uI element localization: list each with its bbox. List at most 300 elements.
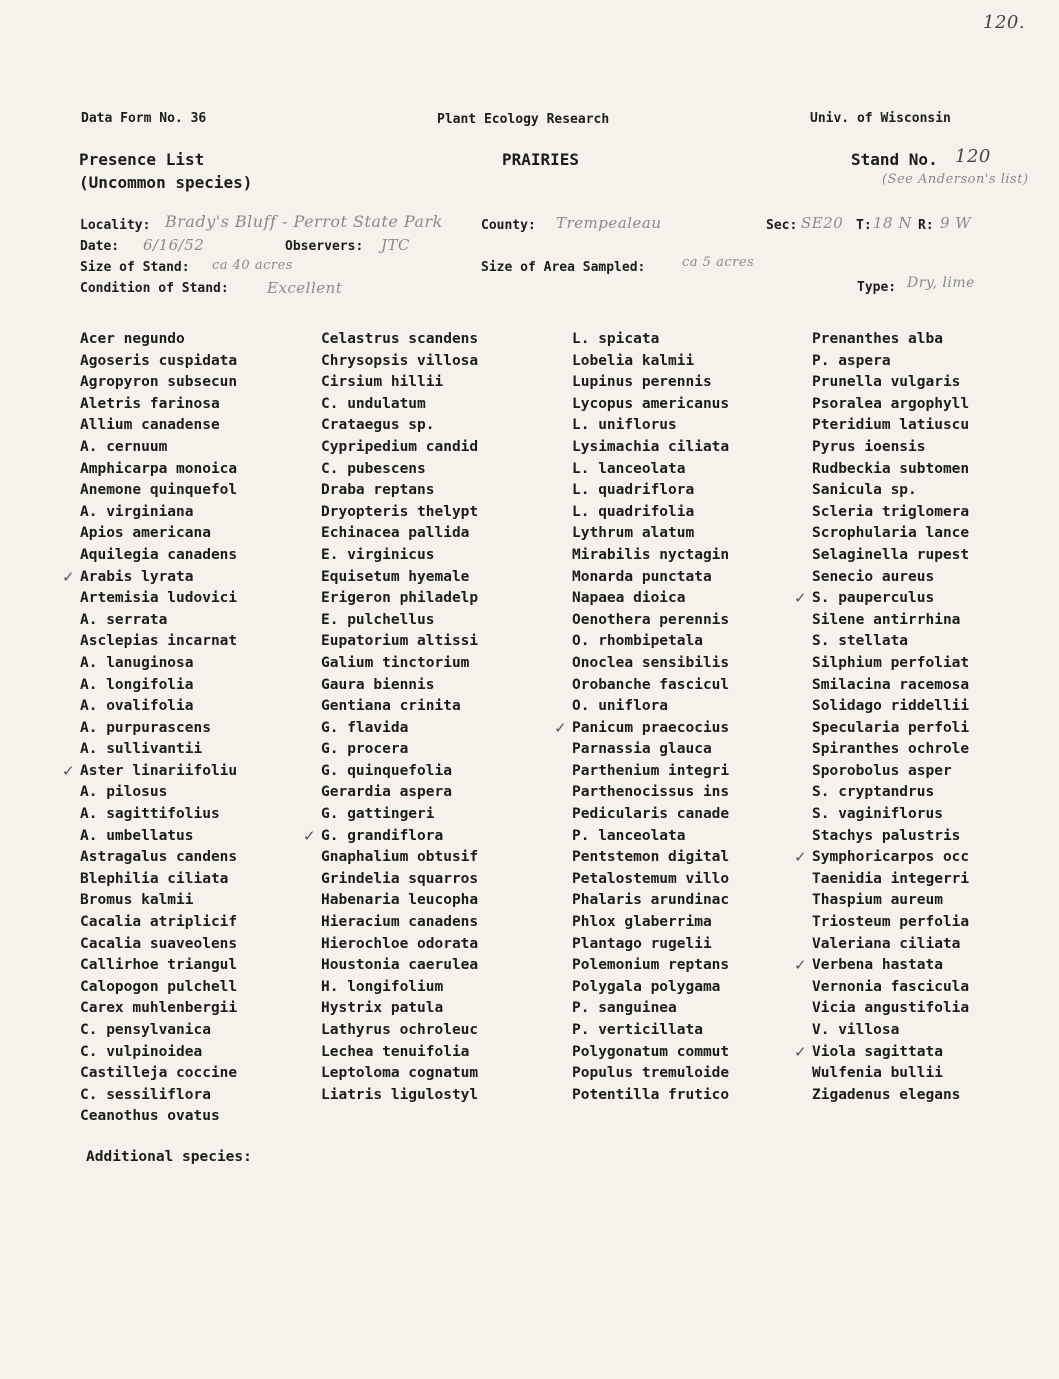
species-item	[321, 675, 478, 697]
species-name: Taenidia integerri	[812, 870, 970, 887]
species-item	[572, 653, 729, 675]
species-item	[321, 415, 478, 437]
r-label: R:	[918, 218, 934, 233]
species-name: G. procera	[321, 741, 409, 758]
species-name: Aquilegia canadens	[80, 546, 238, 563]
species-name: Phalaris arundinac	[572, 892, 730, 909]
species-item	[572, 1085, 729, 1107]
species-item	[812, 351, 969, 373]
species-item	[80, 459, 237, 481]
species-item	[572, 372, 729, 394]
species-name: P. lanceolata	[572, 827, 686, 844]
species-name: S. stellata	[812, 633, 909, 650]
species-item	[572, 998, 729, 1020]
stand-note: (See Anderson's list)	[882, 172, 1029, 187]
species-item	[812, 977, 969, 999]
species-item	[572, 588, 729, 610]
species-name: Cacalia suaveolens	[80, 935, 238, 952]
species-item	[80, 1063, 237, 1085]
species-item	[321, 1020, 478, 1042]
species-item	[794, 847, 970, 869]
species-item	[80, 696, 237, 718]
species-item	[572, 567, 729, 589]
species-item	[812, 480, 969, 502]
species-item	[812, 545, 969, 567]
checkmark-icon: ✓	[303, 826, 316, 845]
species-item	[572, 545, 729, 567]
species-item	[62, 761, 238, 783]
species-name: A. umbellatus	[80, 827, 194, 844]
species-name: Gerardia aspera	[321, 784, 452, 801]
species-name: H. longifolium	[321, 978, 444, 995]
species-name: Grindelia squarros	[321, 870, 479, 887]
species-name: Cypripedium candid	[321, 438, 479, 455]
type-label: Type:	[857, 280, 897, 295]
species-item	[321, 955, 478, 977]
species-item	[794, 955, 969, 977]
species-name: Orobanche fascicul	[572, 676, 730, 693]
county-label: County:	[481, 218, 536, 233]
species-item	[572, 1020, 729, 1042]
species-item	[572, 912, 729, 934]
species-name: P. verticillata	[572, 1022, 703, 1038]
species-item	[80, 1020, 237, 1042]
species-item	[572, 437, 729, 459]
species-name: Draba reptans	[321, 482, 435, 499]
university: Univ. of Wisconsin	[810, 111, 951, 126]
species-name: V. villosa	[812, 1022, 900, 1038]
species-item	[812, 631, 969, 653]
species-item	[80, 351, 237, 373]
species-name: C. vulpinoidea	[80, 1043, 203, 1060]
species-item	[812, 782, 969, 804]
species-item	[812, 1085, 969, 1107]
species-name: Gentiana crinita	[321, 698, 461, 715]
species-name: C. sessiliflora	[80, 1086, 211, 1103]
species-name: Polemonium reptans	[572, 957, 730, 974]
species-item	[572, 1042, 729, 1064]
species-name: Smilacina racemosa	[812, 676, 970, 693]
species-item	[572, 696, 729, 718]
category-title: PRAIRIES	[502, 150, 580, 169]
species-name: Sporobolus asper	[812, 762, 952, 779]
species-name: Wulfenia bullii	[812, 1065, 943, 1082]
species-name: Parthenium integri	[572, 762, 730, 779]
species-item	[321, 394, 478, 416]
species-name: Verbena hastata	[812, 957, 943, 974]
species-item	[572, 804, 729, 826]
type-value: Dry, lime	[907, 275, 975, 291]
species-item	[321, 739, 478, 761]
species-item	[321, 459, 478, 481]
species-item	[812, 394, 969, 416]
species-name: Carex muhlenbergii	[80, 1000, 238, 1017]
condition-value: Excellent	[267, 279, 343, 297]
species-name: Prenanthes alba	[812, 331, 943, 347]
species-column-2	[303, 329, 479, 1106]
species-name: Panicum praecocius	[572, 719, 730, 736]
species-name: G. gattingeri	[321, 806, 435, 823]
species-name: Celastrus scandens	[321, 331, 479, 347]
species-item	[812, 610, 969, 632]
species-name: Crataegus sp.	[321, 417, 435, 434]
species-item	[572, 502, 729, 524]
species-name: Oenothera perennis	[572, 611, 730, 628]
species-item	[80, 739, 237, 761]
species-item	[80, 631, 237, 653]
species-name: E. pulchellus	[321, 611, 435, 628]
species-name: Lathyrus ochroleuc	[321, 1022, 479, 1038]
species-name: Phlox glaberrima	[572, 914, 712, 931]
species-name: A. virginiana	[80, 503, 194, 520]
species-name: Plantago rugelii	[572, 935, 712, 952]
stand-label: Stand No.	[851, 150, 938, 169]
species-item	[794, 588, 969, 610]
species-item	[80, 1042, 237, 1064]
species-item	[321, 1085, 478, 1107]
checkmark-icon: ✓	[794, 848, 807, 867]
page-number: 120.	[983, 12, 1026, 33]
species-name: A. pilosus	[80, 784, 168, 801]
species-name: Parnassia glauca	[572, 741, 712, 758]
species-name: Erigeron philadelp	[321, 590, 479, 607]
species-name: Senecio aureus	[812, 568, 935, 585]
species-name: Amphicarpa monoica	[80, 460, 238, 477]
species-item	[812, 934, 969, 956]
species-name: Aletris farinosa	[80, 395, 220, 412]
species-item	[80, 675, 237, 697]
species-item	[812, 869, 969, 891]
species-name: Onoclea sensibilis	[572, 654, 730, 671]
species-item	[572, 847, 729, 869]
species-item	[80, 847, 237, 869]
species-name: Lythrum alatum	[572, 525, 695, 542]
checkmark-icon: ✓	[62, 761, 75, 780]
species-name: G. flavida	[321, 719, 409, 736]
species-name: Vicia angustifolia	[812, 1000, 970, 1017]
species-name: L. uniflorus	[572, 417, 677, 434]
species-name: Galium tinctorium	[321, 654, 470, 671]
species-item	[321, 545, 478, 567]
species-item	[812, 523, 969, 545]
species-column-3	[554, 329, 730, 1106]
species-item	[812, 329, 969, 351]
species-name: Scleria triglomera	[812, 503, 970, 520]
species-name: Thaspium aureum	[812, 892, 943, 909]
species-item	[572, 480, 729, 502]
species-name: Lycopus americanus	[572, 395, 730, 412]
species-name: Solidago riddellii	[812, 698, 970, 715]
species-item	[321, 502, 478, 524]
species-name: Symphoricarpos occ	[812, 849, 970, 866]
species-name: Specularia perfoli	[812, 719, 970, 736]
species-name: Equisetum hyemale	[321, 568, 470, 585]
species-name: Sanicula sp.	[812, 482, 917, 499]
species-name: Agoseris cuspidata	[80, 352, 238, 369]
sec-label: Sec:	[766, 218, 798, 233]
species-item	[794, 1042, 969, 1064]
species-item	[80, 955, 237, 977]
species-name: Psoralea argophyll	[812, 395, 970, 412]
species-item	[321, 804, 478, 826]
checkmark-icon: ✓	[62, 567, 75, 586]
checkmark-icon: ✓	[794, 589, 807, 608]
species-item	[80, 394, 237, 416]
species-name: A. longifolia	[80, 676, 194, 693]
form-number: Data Form No. 36	[81, 111, 207, 126]
species-name: S. cryptandrus	[812, 784, 935, 801]
species-name: S. pauperculus	[812, 590, 935, 607]
species-name: L. spicata	[572, 331, 660, 347]
species-item	[321, 718, 478, 740]
species-item	[80, 998, 237, 1020]
species-item	[572, 415, 729, 437]
species-item	[572, 631, 729, 653]
species-item	[812, 826, 969, 848]
species-name: A. ovalifolia	[80, 698, 194, 715]
species-item	[321, 372, 478, 394]
species-item	[572, 890, 729, 912]
date-value: 6/16/52	[143, 236, 205, 254]
t-label: T:	[856, 218, 872, 233]
species-item	[321, 696, 478, 718]
species-name: Allium canadense	[80, 417, 220, 434]
species-name: Spiranthes ochrole	[812, 741, 970, 758]
checkmark-icon: ✓	[794, 956, 807, 975]
species-item	[321, 998, 478, 1020]
species-item	[572, 329, 729, 351]
species-item	[321, 437, 478, 459]
species-item	[572, 826, 729, 848]
species-item	[321, 890, 478, 912]
species-name: Potentilla frutico	[572, 1086, 730, 1103]
locality-value: Brady's Bluff - Perrot State Park	[165, 212, 443, 231]
species-item	[572, 977, 729, 999]
species-name: Houstonia caerulea	[321, 957, 479, 974]
species-item	[80, 502, 237, 524]
species-column-4	[794, 329, 970, 1106]
species-item	[812, 912, 969, 934]
species-item	[80, 718, 237, 740]
species-item	[321, 523, 478, 545]
species-item	[812, 415, 969, 437]
species-name: P. sanguinea	[572, 1000, 677, 1017]
species-item	[572, 610, 729, 632]
species-name: Mirabilis nyctagin	[572, 546, 730, 563]
species-name: Gaura biennis	[321, 676, 435, 693]
species-name: Parthenocissus ins	[572, 784, 730, 801]
species-item	[321, 588, 478, 610]
species-name: Apios americana	[80, 525, 211, 542]
species-name: L. quadrifolia	[572, 503, 695, 520]
species-name: Pteridium latiuscu	[812, 417, 970, 434]
species-name: Astragalus candens	[80, 849, 238, 866]
species-item	[572, 761, 729, 783]
species-name: A. lanuginosa	[80, 654, 194, 671]
species-name: A. sagittifolius	[80, 806, 220, 823]
species-name: O. rhombipetala	[572, 633, 703, 650]
species-name: Hieracium canadens	[321, 914, 479, 931]
species-item	[80, 1085, 237, 1107]
species-item	[303, 826, 478, 848]
species-name: A. serrata	[80, 611, 168, 628]
species-item	[80, 869, 237, 891]
checkmark-icon: ✓	[554, 718, 567, 737]
size-of-stand-value: ca 40 acres	[212, 258, 293, 273]
species-name: Stachys palustris	[812, 827, 961, 844]
species-name: Callirhoe triangul	[80, 957, 238, 974]
size-of-area-value: ca 5 acres	[682, 255, 755, 270]
species-item	[812, 998, 969, 1020]
date-label: Date:	[80, 239, 120, 254]
size-of-area-label: Size of Area Sampled:	[481, 260, 646, 275]
species-item	[321, 912, 478, 934]
species-name: Agropyron subsecun	[80, 374, 238, 391]
species-item	[80, 934, 237, 956]
t-value: 18 N	[873, 214, 912, 232]
species-name: Hierochloe odorata	[321, 935, 479, 952]
species-item	[321, 1063, 478, 1085]
species-item	[80, 480, 237, 502]
list-subtitle: (Uncommon species)	[79, 173, 253, 192]
species-name: C. pubescens	[321, 460, 426, 477]
species-name: Calopogon pulchell	[80, 978, 238, 995]
condition-label: Condition of Stand:	[80, 281, 229, 296]
species-item	[812, 372, 969, 394]
species-item	[321, 761, 478, 783]
species-name: Pedicularis canade	[572, 806, 730, 823]
species-item	[572, 869, 729, 891]
species-name: Vernonia fascicula	[812, 978, 970, 995]
stand-number: 120	[955, 146, 991, 167]
species-item	[80, 782, 237, 804]
species-item	[321, 480, 478, 502]
species-name: Prunella vulgaris	[812, 374, 961, 391]
species-name: Gnaphalium obtusif	[321, 849, 479, 866]
species-name: Populus tremuloide	[572, 1065, 730, 1082]
species-item	[572, 394, 729, 416]
r-value: 9 W	[940, 214, 972, 232]
species-item	[80, 437, 237, 459]
species-name: A. sullivantii	[80, 741, 203, 758]
species-item	[80, 329, 237, 351]
species-item	[812, 437, 969, 459]
species-name: Monarda punctata	[572, 568, 712, 585]
species-name: Bromus kalmii	[80, 892, 194, 909]
species-item	[80, 1106, 237, 1128]
species-name: Lysimachia ciliata	[572, 438, 730, 455]
species-item	[80, 653, 237, 675]
species-item	[812, 804, 969, 826]
species-name: Blephilia ciliata	[80, 870, 229, 887]
species-name: Valeriana ciliata	[812, 935, 961, 952]
species-name: Silene antirrhina	[812, 611, 961, 628]
species-item	[80, 977, 237, 999]
species-item	[321, 631, 478, 653]
species-item	[572, 1063, 729, 1085]
species-name: Eupatorium altissi	[321, 633, 479, 650]
additional-species-label: Additional species:	[86, 1149, 252, 1165]
species-name: G. grandiflora	[321, 827, 444, 844]
observers-label: Observers:	[285, 239, 364, 254]
species-name: Hystrix patula	[321, 1000, 444, 1017]
size-of-stand-label: Size of Stand:	[80, 260, 190, 275]
species-item	[80, 372, 237, 394]
species-name: A. cernuum	[80, 438, 168, 455]
species-item	[321, 653, 478, 675]
species-item	[62, 567, 237, 589]
species-item	[80, 523, 237, 545]
species-name: L. lanceolata	[572, 460, 686, 477]
species-item	[812, 739, 969, 761]
species-name: Cirsium hillii	[321, 374, 444, 391]
species-name: Leptoloma cognatum	[321, 1065, 479, 1082]
checkmark-icon: ✓	[794, 1042, 807, 1061]
species-name: Echinacea pallida	[321, 525, 470, 542]
species-name: Habenaria leucopha	[321, 892, 479, 909]
species-column-1	[62, 329, 238, 1128]
species-name: O. uniflora	[572, 698, 669, 715]
species-name: Rudbeckia subtomen	[812, 460, 970, 477]
species-name: C. undulatum	[321, 395, 426, 412]
species-item	[321, 567, 478, 589]
species-item	[812, 890, 969, 912]
species-name: C. pensylvanica	[80, 1022, 211, 1038]
species-name: Silphium perfoliat	[812, 654, 970, 671]
species-item	[812, 718, 969, 740]
species-item	[321, 934, 478, 956]
species-item	[812, 653, 969, 675]
species-item	[572, 523, 729, 545]
species-item	[572, 739, 729, 761]
species-item	[812, 675, 969, 697]
species-item	[812, 567, 969, 589]
locality-label: Locality:	[80, 218, 151, 233]
species-item	[80, 826, 237, 848]
species-item	[321, 351, 478, 373]
species-item	[321, 782, 478, 804]
species-item	[572, 459, 729, 481]
species-item	[812, 696, 969, 718]
species-item	[572, 934, 729, 956]
species-name: Lechea tenuifolia	[321, 1043, 470, 1060]
list-title: Presence List	[79, 150, 205, 169]
species-item	[321, 1042, 478, 1064]
species-item	[80, 804, 237, 826]
species-item	[812, 502, 969, 524]
species-item	[80, 588, 237, 610]
species-item	[572, 675, 729, 697]
species-name: Triosteum perfolia	[812, 914, 970, 931]
species-name: P. aspera	[812, 352, 891, 369]
species-item	[812, 1020, 969, 1042]
species-item	[554, 718, 730, 740]
species-item	[572, 782, 729, 804]
species-name: Ceanothus ovatus	[80, 1108, 220, 1125]
species-name: Lobelia kalmii	[572, 352, 695, 369]
organization: Plant Ecology Research	[437, 112, 610, 127]
species-name: Artemisia ludovici	[80, 590, 238, 607]
species-name: Anemone quinquefol	[80, 482, 238, 499]
species-name: Pyrus ioensis	[812, 438, 926, 455]
species-item	[572, 351, 729, 373]
species-name: E. virginicus	[321, 546, 435, 563]
species-name: A. purpurascens	[80, 719, 211, 736]
species-name: Aster linariifoliu	[80, 762, 238, 779]
species-item	[812, 459, 969, 481]
species-name: Dryopteris thelypt	[321, 503, 479, 520]
species-name: Polygonatum commut	[572, 1043, 730, 1060]
